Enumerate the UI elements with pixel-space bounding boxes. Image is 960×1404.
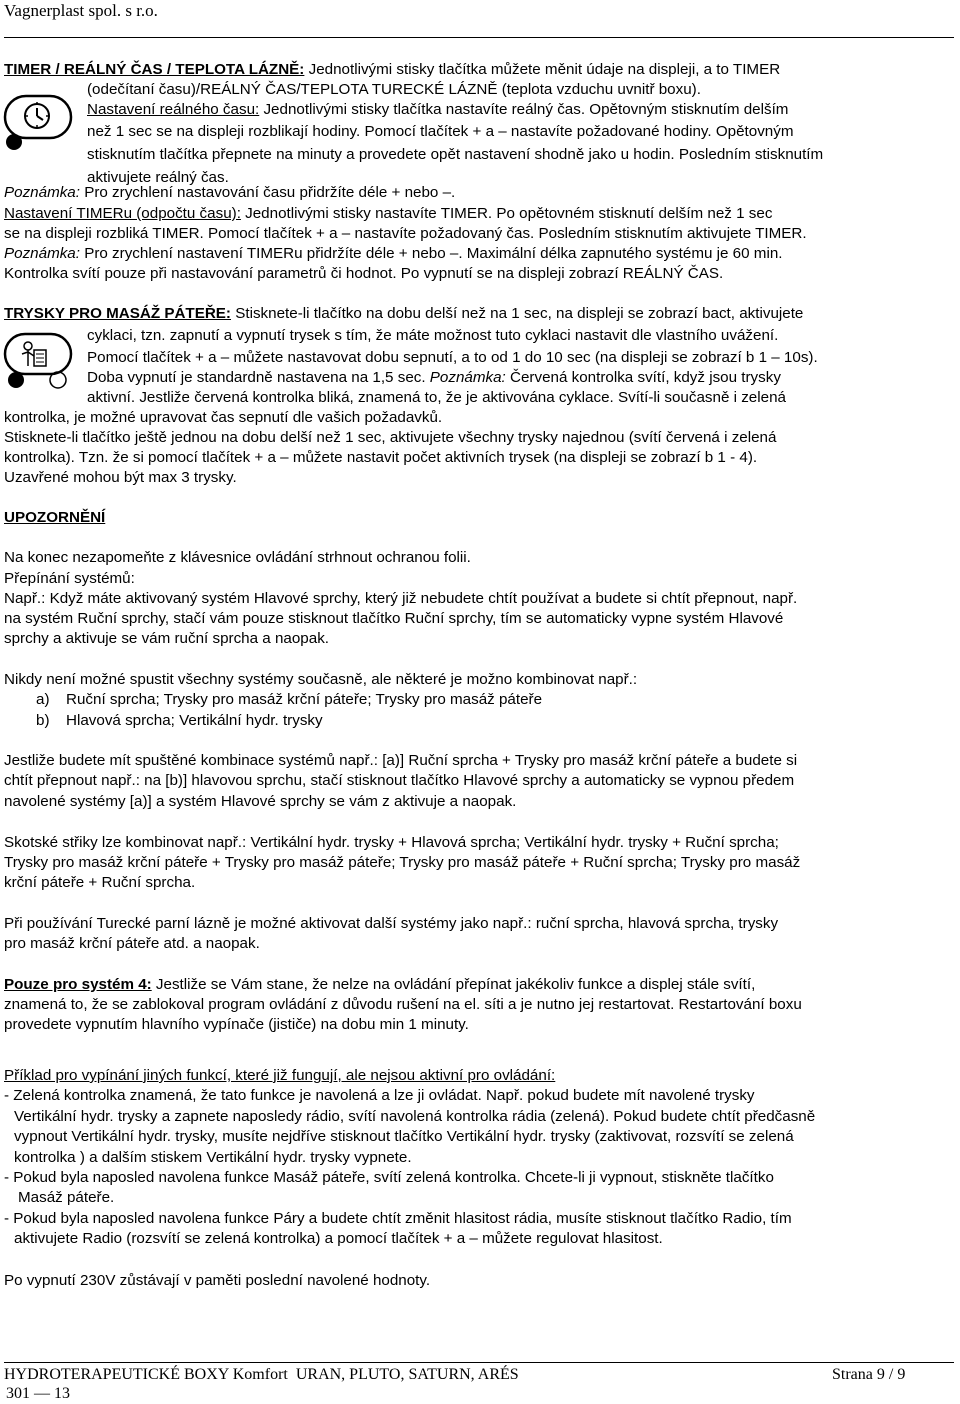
timer-line-4: než 1 sec se na displeji rozblikají hodiny. Pomocí tlačítek + a – nastavíte požadované hodiny. Opětovným bbox=[87, 123, 794, 140]
warning-p6: Nikdy není možné spustit všechny systémy současně, ale některé je možno kombinovat např.: bbox=[4, 671, 638, 688]
example-e3: vypnout Vertikální hydr. trysky, musíte nejdříve stisknout tlačítko Vertikální hydr. trysky (zaktivovat, rozsvítí se zelená bbox=[14, 1128, 794, 1145]
warning-p13: Při používání Turecké parní lázně je možné aktivovat další systémy jako např.: ruční sprcha, hlavová sprcha, trysky bbox=[4, 915, 779, 932]
timer-line-11: Kontrolka svítí pouze při nastavování parametrů či hodnot. Po vypnutí se na displeji zobrazí REÁLNÝ ČAS. bbox=[4, 265, 724, 282]
example-e2: Vertikální hydr. trysky a zapnete naposledy rádio, svítí navolená kontrolka rádia (zelená). Pokud budete chtít předčasně bbox=[14, 1108, 816, 1125]
trysky-line-2: cyklaci, tzn. zapnutí a vypnutí trysek s tím, že máte možnost tuto cyklaci nastavit dle vlastního uvážení. bbox=[87, 327, 779, 344]
trysky-line-5: aktivní. Jestliže červená kontrolka bliká, znamená to, že je aktivována cyklace. Svítí-li současně i zelená bbox=[87, 389, 786, 406]
warning-p16: znamená to, že se zablokoval program ovládání z důvodu rušení na el. síti a je nutno jej restartovat. Restartování boxu bbox=[4, 996, 802, 1013]
warning-p2: Přepínání systémů: bbox=[4, 570, 135, 587]
warning-p12: krční páteře + Ruční sprcha. bbox=[4, 874, 196, 891]
timer-heading: TIMER / REÁLNÝ ČAS / TEPLOTA LÁZNĚ: bbox=[4, 61, 305, 78]
example-e6: Masáž páteře. bbox=[18, 1189, 115, 1206]
combo-list-marker-b: b) bbox=[36, 712, 50, 729]
timer-line-9: se na displeji rozbliká TIMER. Pomocí tlačítek + a – nastavíte požadovaný čas. Posledním stisknutím aktivujete TIMER. bbox=[4, 225, 807, 242]
warning-p1: Na konec nezapomeňte z klávesnice ovládání strhnout ochranou folii. bbox=[4, 549, 471, 566]
example-e4: kontrolka ) a dalším stiskem Vertikální hydr. trysky vypnete. bbox=[14, 1149, 412, 1166]
trysky-line-7: Stisknete-li tlačítko ještě jednou na dobu delší než 1 sec, aktivujete všechny trysky najednou (svítí červená i zelená bbox=[4, 429, 777, 446]
timer-line-10: Poznámka: Pro zrychlení nastavení TIMERu přidržíte déle + nebo –. Maximální délka zapnutého systému je 60 min. bbox=[4, 245, 783, 262]
timer-line-2: (odečítaní času)/REÁLNÝ ČAS/TEPLOTA TURECKÉ LÁZNĚ (teplota vzduchu uvnitř boxu). bbox=[87, 81, 701, 98]
example-heading: Příklad pro vypínání jiných funkcí, které již fungují, ale nejsou aktivní pro ovládání: bbox=[4, 1067, 556, 1084]
timer-line-1: TIMER / REÁLNÝ ČAS / TEPLOTA LÁZNĚ: Jednotlivými stisky tlačítka můžete měnit údaje na displeji, a to TIMER bbox=[4, 61, 781, 78]
warning-p17: provedete vypnutím hlavního vypínače (jističe) na dobu min 1 minuty. bbox=[4, 1016, 469, 1033]
trysky-line-9: Uzavřené mohou být max 3 trysky. bbox=[4, 469, 237, 486]
trysky-line-4: Doba vypnutí je standardně nastavena na 1,5 sec. Poznámka: Červená kontrolka svítí, když jsou trysky bbox=[87, 369, 781, 386]
footer-divider bbox=[4, 1362, 954, 1363]
timer-line-3: Nastavení reálného času: Jednotlivými stisky tlačítka nastavíte reálný čas. Opětovným stisknutím delším bbox=[87, 101, 789, 118]
timer-line-6: aktivujete reálný čas. bbox=[87, 169, 229, 186]
example-e5: - Pokud byla naposled navolena funkce Masáž páteře, svítí zelená kontrolka. Chcete-li ji vypnout, stiskněte tlačítko bbox=[4, 1169, 774, 1186]
example-e9: Po vypnutí 230V zůstávají v paměti poslední navolené hodnoty. bbox=[4, 1272, 431, 1289]
company-name: Vagnerplast spol. s r.o. bbox=[4, 1, 158, 20]
combo-list-marker-a: a) bbox=[36, 691, 50, 708]
trysky-line-8: kontrolka). Tzn. že si pomocí tlačítek + a – můžete nastavit počet aktivních trysek (na displeji se zobrazí b 1 - 4). bbox=[4, 449, 758, 466]
footer-title: HYDROTERAPEUTICKÉ BOXY Komfort URAN, PLUTO, SATURN, ARÉS bbox=[4, 1366, 519, 1383]
footer-code: 301 — 13 bbox=[6, 1385, 70, 1402]
warning-p14: pro masáž krční páteře atd. a naopak. bbox=[4, 935, 260, 952]
timer-line-7: Poznámka: Pro zrychlení nastavování času přidržíte déle + nebo –. bbox=[4, 184, 456, 201]
footer-page-number: Strana 9 / 9 bbox=[832, 1366, 906, 1383]
warning-p3: Např.: Když máte aktivovaný systém Hlavové sprchy, který již nebudete chtít používat a budete si chtít přepnout, např. bbox=[4, 590, 798, 607]
example-e1: - Zelená kontrolka znamená, že tato funkce je navolená a lze ji ovládat. Např. pokud budete mít navolené trysky bbox=[4, 1087, 755, 1104]
warning-p11: Trysky pro masáž krční páteře + Trysky pro masáž páteře; Trysky pro masáž páteře + Ruční sprcha; Trysky pro masáž bbox=[4, 854, 801, 871]
warning-p8: chtít přepnout např.: na [b)] hlavovou sprchu, stačí stisknout tlačítko Hlavové sprchy a automaticky se vypnou předem bbox=[4, 772, 795, 789]
timer-line-8: Nastavení TIMERu (odpočtu času): Jednotlivými stisky nastavíte TIMER. Po opětovném stisknutí delším než 1 sec bbox=[4, 205, 773, 222]
warning-p15: Pouze pro systém 4: Jestliže se Vám stane, že nelze na ovládání přepínat jakékoliv funkce a displej stále svítí, bbox=[4, 976, 756, 993]
spine-jets-button-icon bbox=[0, 330, 80, 394]
header-divider bbox=[4, 37, 954, 38]
example-e7: - Pokud byla naposled navolena funkce Páry a budete chtít změnit hlasitost rádia, musíte stisknout tlačítko Radio, tím bbox=[4, 1210, 792, 1227]
clock-button-icon bbox=[0, 90, 80, 156]
warning-p4: na systém Ruční sprchy, stačí vám pouze stisknout tlačítko Ruční sprchy, tím se automaticky vypne systém Hlavové bbox=[4, 610, 784, 627]
timer-line-5: stisknutím tlačítka přepnete na minuty a provedete opět nastavení shodně jako u hodin. Posledním stisknutím bbox=[87, 146, 824, 163]
combo-list-item-a: Ruční sprcha; Trysky pro masáž krční páteře; Trysky pro masáž páteře bbox=[66, 691, 543, 708]
trysky-line-1: TRYSKY PRO MASÁŽ PÁTEŘE: Stisknete-li tlačítko na dobu delší než na 1 sec, na displeji se zobrazí bact, aktivujete bbox=[4, 305, 804, 322]
combo-list-item-b: Hlavová sprcha; Vertikální hydr. trysky bbox=[66, 712, 323, 729]
trysky-heading: TRYSKY PRO MASÁŽ PÁTEŘE: bbox=[4, 305, 231, 322]
example-e8: aktivujete Radio (rozsvítí se zelená kontrolka) a pomocí tlačítek + a – můžete regulovat hlasitost. bbox=[14, 1230, 663, 1247]
warning-p7: Jestliže budete mít spuštěné kombinace systémů např.: [a)] Ruční sprcha + Trysky pro masáž krční páteře a budete si bbox=[4, 752, 798, 769]
trysky-line-6: kontrolka, je možné upravovat čas sepnutí dle vašich požadavků. bbox=[4, 409, 443, 426]
warning-p9: navolené systémy [a)] a systém Hlavové sprchy se vám z aktivuje a naopak. bbox=[4, 793, 517, 810]
warning-heading: UPOZORNĚNÍ bbox=[4, 509, 106, 526]
warning-p10: Skotské střiky lze kombinovat např.: Vertikální hydr. trysky + Hlavová sprcha; Vertikální hydr. trysky + Ruční sprcha; bbox=[4, 834, 779, 851]
warning-p5: sprchy a aktivuje se vám ruční sprcha a naopak. bbox=[4, 630, 330, 647]
trysky-line-3: Pomocí tlačítek + a – můžete nastavovat dobu sepnutí, a to od 1 do 10 sec (na displeji se zobrazí b 1 – 10s). bbox=[87, 349, 818, 366]
